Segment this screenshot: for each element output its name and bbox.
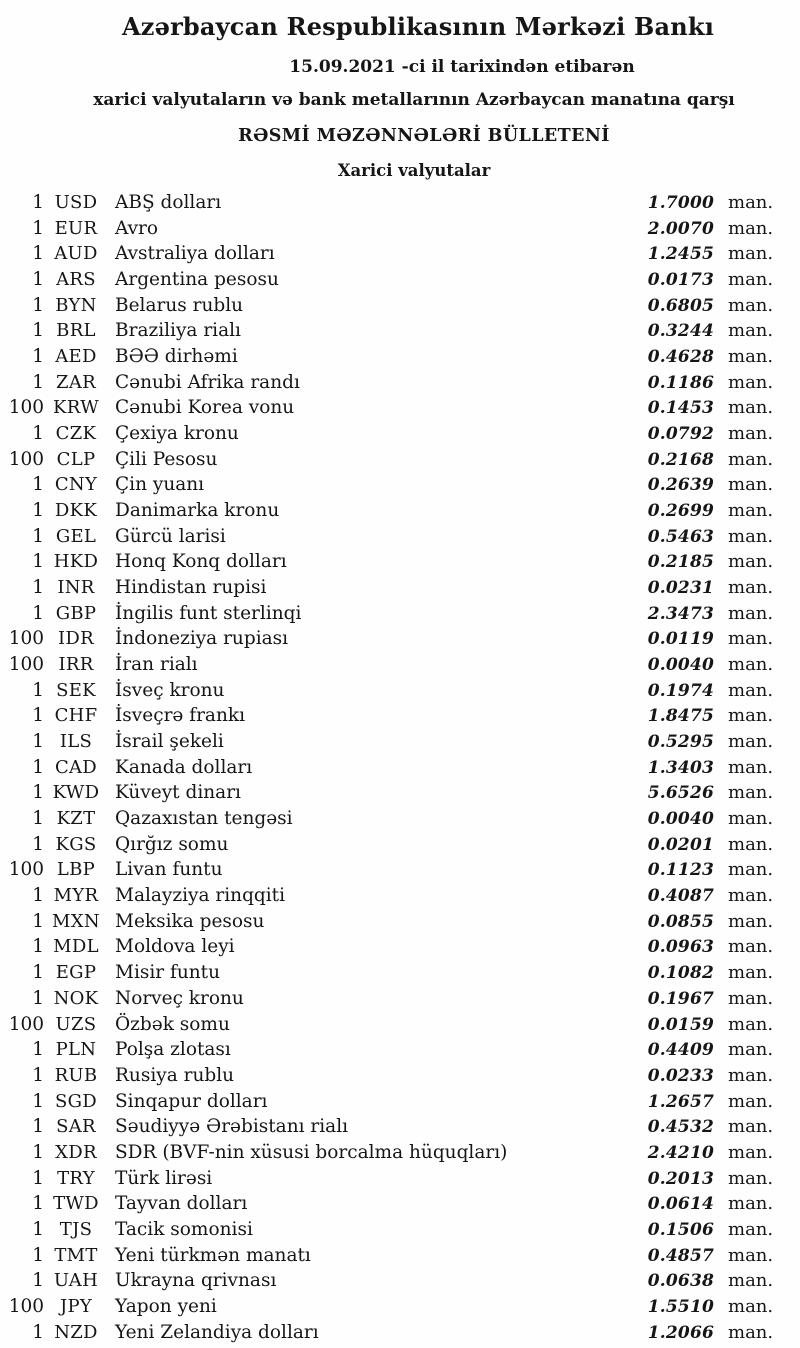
rate-value: 0.2639 <box>647 475 714 496</box>
currency-name: Çili Pesosu <box>115 448 218 470</box>
currency-code: NOK <box>53 987 99 1009</box>
rate-value: 0.6805 <box>647 295 714 316</box>
unit-label: man. <box>728 1321 774 1343</box>
currency-name: Argentina pesosu <box>115 269 279 291</box>
unit-label: man. <box>728 551 774 573</box>
rate-quantity: 1 <box>32 423 44 445</box>
rate-quantity: 1 <box>32 243 44 265</box>
rate-row <box>0 1166 800 1192</box>
currency-code: GEL <box>55 525 97 547</box>
unit-label: man. <box>728 731 774 753</box>
currency-name: Avro <box>115 217 159 239</box>
unit-label: man. <box>728 474 774 496</box>
rate-quantity: 1 <box>32 474 44 496</box>
rate-row <box>0 472 800 498</box>
rate-quantity: 1 <box>32 782 44 804</box>
rate-value: 0.1506 <box>647 1219 714 1240</box>
rate-value: 0.0201 <box>647 834 714 855</box>
rate-quantity: 1 <box>32 551 44 573</box>
currency-code: JPY <box>59 1295 93 1317</box>
rate-row <box>0 575 800 601</box>
rate-row <box>0 652 800 678</box>
unit-label: man. <box>728 525 774 547</box>
unit-label: man. <box>728 808 774 830</box>
rate-row <box>0 832 800 858</box>
rate-value: 0.1967 <box>647 988 714 1009</box>
rate-row <box>0 447 800 473</box>
rate-quantity: 1 <box>32 1141 44 1163</box>
unit-label: man. <box>728 782 774 804</box>
currency-name: Tayvan dolları <box>115 1193 248 1215</box>
rate-quantity: 1 <box>32 1039 44 1061</box>
rate-row <box>0 960 800 986</box>
currency-code: LBP <box>56 859 96 881</box>
unit-label: man. <box>728 602 774 624</box>
currency-name: Hindistan rupisi <box>115 577 267 599</box>
rate-value: 0.0963 <box>647 937 714 958</box>
rate-row <box>0 1320 800 1346</box>
rate-value: 0.4857 <box>647 1245 714 1266</box>
rate-value: 1.8475 <box>647 706 714 727</box>
rate-quantity: 1 <box>32 1090 44 1112</box>
rate-row <box>0 1294 800 1320</box>
currency-code: ZAR <box>56 371 96 393</box>
currency-code: KGS <box>55 833 97 855</box>
currency-code: USD <box>54 192 98 213</box>
currency-name: Gürcü larisi <box>115 525 226 547</box>
rate-row <box>0 498 800 524</box>
rate-quantity: 1 <box>32 1167 44 1189</box>
rate-row <box>0 601 800 627</box>
rate-row <box>0 1243 800 1269</box>
rate-row <box>0 1114 800 1140</box>
currency-name: İsrail şekeli <box>115 731 224 753</box>
currency-code: UZS <box>55 1013 97 1035</box>
unit-label: man. <box>728 1270 774 1292</box>
currency-code: SEK <box>56 679 96 701</box>
currency-name: Qırğız somu <box>115 833 229 855</box>
rate-row <box>0 1217 800 1243</box>
unit-label: man. <box>728 397 774 419</box>
rate-quantity: 1 <box>32 602 44 624</box>
currency-name: Türk lirəsi <box>115 1167 213 1189</box>
unit-label: man. <box>728 1116 774 1138</box>
currency-name: Yeni Zelandiya dolları <box>115 1321 319 1343</box>
currency-name: Livan funtu <box>115 859 223 881</box>
rate-row <box>0 883 800 909</box>
currency-code: UAH <box>53 1270 99 1292</box>
currency-name: Norveç kronu <box>115 987 244 1009</box>
rate-value: 0.1974 <box>647 680 714 701</box>
rate-row <box>0 1268 800 1294</box>
rate-quantity: 1 <box>32 962 44 984</box>
rate-quantity: 1 <box>32 833 44 855</box>
rate-row <box>0 755 800 781</box>
rate-row <box>0 318 800 344</box>
rate-row <box>0 626 800 652</box>
currency-code: BRL <box>56 320 96 342</box>
currency-code: BYN <box>55 294 97 316</box>
rate-value: 0.0173 <box>647 270 714 291</box>
unit-label: man. <box>728 987 774 1009</box>
currency-name: Tacik somonisi <box>115 1218 253 1240</box>
currency-name: Belarus rublu <box>115 294 244 316</box>
unit-label: man. <box>728 1090 774 1112</box>
rate-quantity: 1 <box>32 294 44 316</box>
rate-value: 0.0119 <box>647 629 714 650</box>
rate-value: 0.2013 <box>647 1168 714 1189</box>
currency-name: Honq Konq dolları <box>115 551 287 573</box>
rate-value: 0.0614 <box>647 1194 714 1215</box>
rate-value: 0.4409 <box>647 1040 714 1061</box>
rate-quantity: 1 <box>32 1244 44 1266</box>
rate-row <box>0 190 800 216</box>
currency-name: Avstraliya dolları <box>115 243 275 265</box>
unit-label: man. <box>728 936 774 958</box>
rate-row <box>0 806 800 832</box>
currency-name: Moldova leyi <box>115 936 235 958</box>
rate-quantity: 1 <box>32 1116 44 1138</box>
unit-label: man. <box>728 217 774 239</box>
unit-label: man. <box>728 577 774 599</box>
rate-row <box>0 370 800 396</box>
currency-name: Cənubi Korea vonu <box>115 397 295 419</box>
unit-label: man. <box>728 1141 774 1163</box>
rate-quantity: 1 <box>32 1270 44 1292</box>
rate-value: 0.3244 <box>647 321 714 342</box>
unit-label: man. <box>728 1218 774 1240</box>
currency-code: MDL <box>53 936 99 958</box>
currency-code: SAR <box>56 1116 96 1138</box>
currency-name: Səudiyyə Ərəbistanı rialı <box>115 1116 349 1138</box>
unit-label: man. <box>728 910 774 932</box>
currency-code: NZD <box>54 1321 98 1343</box>
currency-name: Özbək somu <box>115 1013 230 1035</box>
rate-row <box>0 1191 800 1217</box>
currency-code: CHF <box>54 705 98 727</box>
rate-quantity: 1 <box>32 1193 44 1215</box>
currency-name: ABŞ dolları <box>115 192 222 213</box>
rate-quantity: 100 <box>8 628 44 650</box>
unit-label: man. <box>728 320 774 342</box>
rate-row <box>0 678 800 704</box>
rate-quantity: 1 <box>32 1321 44 1343</box>
unit-label: man. <box>728 1064 774 1086</box>
rate-value: 0.4087 <box>647 886 714 907</box>
rate-quantity: 100 <box>8 1295 44 1317</box>
unit-label: man. <box>728 243 774 265</box>
rate-row <box>0 1037 800 1063</box>
rate-quantity: 1 <box>32 500 44 522</box>
rate-quantity: 1 <box>32 1064 44 1086</box>
rate-row <box>0 216 800 242</box>
rate-row <box>0 909 800 935</box>
rate-quantity: 1 <box>32 987 44 1009</box>
rate-quantity: 1 <box>32 192 44 213</box>
rate-row <box>0 344 800 370</box>
rate-row <box>0 1063 800 1089</box>
rate-value: 2.3473 <box>647 603 714 624</box>
rate-value: 1.2066 <box>647 1322 714 1343</box>
currency-name: Küveyt dinarı <box>115 782 241 804</box>
rate-value: 2.4210 <box>647 1142 714 1163</box>
rate-row <box>0 703 800 729</box>
rate-row <box>0 986 800 1012</box>
currency-name: Rusiya rublu <box>115 1064 235 1086</box>
rate-value: 0.5463 <box>647 526 714 547</box>
currency-name: Braziliya rialı <box>115 320 241 342</box>
rate-row <box>0 1140 800 1166</box>
rate-value: 0.0040 <box>647 655 714 676</box>
rate-row <box>0 267 800 293</box>
rate-row <box>0 549 800 575</box>
currency-code: GBP <box>55 602 97 624</box>
rate-quantity: 1 <box>32 910 44 932</box>
currency-code: AUD <box>54 243 98 265</box>
unit-label: man. <box>728 1039 774 1061</box>
rate-value: 0.0231 <box>647 578 714 599</box>
currency-code: CNY <box>54 474 98 496</box>
currency-name: Yapon yeni <box>115 1295 217 1317</box>
rate-row <box>0 524 800 550</box>
currency-code: KZT <box>56 808 96 830</box>
currency-code: SGD <box>54 1090 98 1112</box>
unit-label: man. <box>728 654 774 676</box>
currency-name: SDR (BVF-nin xüsusi borcalma hüquqları) <box>115 1141 508 1163</box>
rate-quantity: 1 <box>32 705 44 727</box>
currency-code: KWD <box>52 782 100 804</box>
currency-code: MYR <box>53 885 99 907</box>
currency-name: Misir funtu <box>115 962 221 984</box>
currency-code: ILS <box>59 731 93 753</box>
rate-quantity: 100 <box>8 654 44 676</box>
unit-label: man. <box>728 833 774 855</box>
rate-quantity: 100 <box>8 448 44 470</box>
currency-code: HKD <box>53 551 99 573</box>
currency-name: Qazaxıstan tengəsi <box>115 808 293 830</box>
currency-name: Yeni türkmən manatı <box>115 1244 311 1266</box>
rate-value: 0.0855 <box>647 911 714 932</box>
rate-value: 0.1453 <box>647 398 714 419</box>
unit-label: man. <box>728 448 774 470</box>
unit-label: man. <box>728 1013 774 1035</box>
rate-value: 1.7000 <box>647 193 714 213</box>
currency-code: RUB <box>54 1064 98 1086</box>
section-title-foreign-currencies: Xarici valyutalar <box>337 161 491 180</box>
currency-name: İsveçrə frankı <box>115 705 245 727</box>
currency-name: Cənubi Afrika randı <box>115 371 300 393</box>
currency-code: IRR <box>58 654 94 676</box>
currency-code: PLN <box>55 1039 97 1061</box>
currency-name: BƏƏ dirhəmi <box>115 346 238 368</box>
rate-quantity: 100 <box>8 1013 44 1035</box>
currency-name: Malayziya rinqqiti <box>115 885 286 907</box>
rate-value: 0.1123 <box>647 860 714 881</box>
rate-row <box>0 857 800 883</box>
rate-row <box>0 729 800 755</box>
currency-name: Çin yuanı <box>115 474 205 496</box>
subject-line: xarici valyutaların və bank metallarının Azərbaycan manatına qarşı <box>93 90 735 110</box>
rate-quantity: 1 <box>32 577 44 599</box>
unit-label: man. <box>728 628 774 650</box>
unit-label: man. <box>728 859 774 881</box>
currency-name: İsveç kronu <box>115 679 225 701</box>
rate-value: 0.0792 <box>647 424 714 445</box>
bank-name-title: Azərbaycan Respublikasının Mərkəzi Bankı <box>121 12 715 41</box>
rate-quantity: 1 <box>32 936 44 958</box>
rate-row <box>0 241 800 267</box>
unit-label: man. <box>728 1167 774 1189</box>
currency-name: İngilis funt sterlinqi <box>115 602 302 624</box>
rate-row <box>0 293 800 319</box>
currency-code: AED <box>55 346 97 368</box>
currency-code: EGP <box>55 962 97 984</box>
rate-quantity: 100 <box>8 397 44 419</box>
unit-label: man. <box>728 192 774 213</box>
unit-label: man. <box>728 371 774 393</box>
rate-value: 0.2185 <box>647 552 714 573</box>
unit-label: man. <box>728 679 774 701</box>
rate-quantity: 1 <box>32 756 44 778</box>
currency-code: MXN <box>52 910 100 932</box>
rate-value: 0.4532 <box>647 1117 714 1138</box>
currency-code: INR <box>57 577 95 599</box>
unit-label: man. <box>728 1295 774 1317</box>
rate-value: 0.0233 <box>647 1065 714 1086</box>
currency-code: CZK <box>55 423 97 445</box>
rate-row <box>0 1089 800 1115</box>
currency-name: İndoneziya rupiası <box>115 628 289 650</box>
rate-value: 0.1186 <box>647 372 714 393</box>
unit-label: man. <box>728 294 774 316</box>
rate-value: 0.4628 <box>647 347 714 368</box>
rate-quantity: 1 <box>32 1218 44 1240</box>
rate-value: 0.2699 <box>647 501 714 522</box>
currency-name: Çexiya kronu <box>115 423 239 445</box>
rate-value: 1.2455 <box>647 244 714 265</box>
rate-value: 0.1082 <box>647 963 714 984</box>
currency-name: Kanada dolları <box>115 756 253 778</box>
unit-label: man. <box>728 885 774 907</box>
rate-row <box>0 780 800 806</box>
rate-value: 0.5295 <box>647 732 714 753</box>
rate-value: 5.6526 <box>647 783 714 804</box>
rate-quantity: 1 <box>32 885 44 907</box>
rate-row <box>0 395 800 421</box>
unit-label: man. <box>728 500 774 522</box>
unit-label: man. <box>728 1244 774 1266</box>
rate-value: 0.0638 <box>647 1271 714 1292</box>
rates-table <box>0 190 800 1345</box>
currency-code: TMT <box>54 1244 98 1266</box>
currency-code: TRY <box>57 1167 95 1189</box>
currency-code: EUR <box>54 217 98 239</box>
rate-quantity: 1 <box>32 808 44 830</box>
currency-code: CAD <box>54 756 98 778</box>
unit-label: man. <box>728 269 774 291</box>
currency-code: DKK <box>54 500 98 522</box>
currency-code: TWD <box>53 1193 99 1215</box>
currency-name: Danimarka kronu <box>115 500 280 522</box>
rate-row <box>0 1012 800 1038</box>
unit-label: man. <box>728 346 774 368</box>
currency-code: IDR <box>58 628 94 650</box>
unit-label: man. <box>728 423 774 445</box>
unit-label: man. <box>728 1193 774 1215</box>
rate-quantity: 1 <box>32 525 44 547</box>
rate-quantity: 1 <box>32 679 44 701</box>
unit-label: man. <box>728 756 774 778</box>
effective-date-line: 15.09.2021 -ci il tarixindən etibarən <box>289 57 635 77</box>
rate-quantity: 1 <box>32 731 44 753</box>
currency-name: Sinqapur dolları <box>115 1090 268 1112</box>
currency-code: XDR <box>55 1141 97 1163</box>
rate-value: 0.0040 <box>647 809 714 830</box>
rate-row <box>0 421 800 447</box>
currency-name: Ukrayna qrivnası <box>115 1270 277 1292</box>
currency-code: KRW <box>52 397 99 419</box>
bulletin-title: RƏSMİ MƏZƏNNƏLƏRİ BÜLLETENİ <box>238 126 610 146</box>
rate-value: 1.2657 <box>647 1091 714 1112</box>
rate-quantity: 1 <box>32 346 44 368</box>
rate-quantity: 100 <box>8 859 44 881</box>
rate-quantity: 1 <box>32 269 44 291</box>
currency-code: TJS <box>59 1218 93 1240</box>
rate-value: 0.2168 <box>647 449 714 470</box>
rate-value: 0.0159 <box>647 1014 714 1035</box>
rate-quantity: 1 <box>32 371 44 393</box>
currency-name: Meksika pesosu <box>115 910 265 932</box>
currency-code: ARS <box>56 269 96 291</box>
rate-value: 1.5510 <box>647 1296 714 1317</box>
rate-quantity: 1 <box>32 320 44 342</box>
rate-row <box>0 934 800 960</box>
unit-label: man. <box>728 705 774 727</box>
rate-value: 1.3403 <box>647 757 714 778</box>
rate-value: 2.0070 <box>647 218 714 239</box>
unit-label: man. <box>728 962 774 984</box>
currency-code: CLP <box>56 448 96 470</box>
rate-quantity: 1 <box>32 217 44 239</box>
currency-name: Polşa zlotası <box>115 1039 231 1061</box>
currency-name: İran rialı <box>115 654 198 676</box>
